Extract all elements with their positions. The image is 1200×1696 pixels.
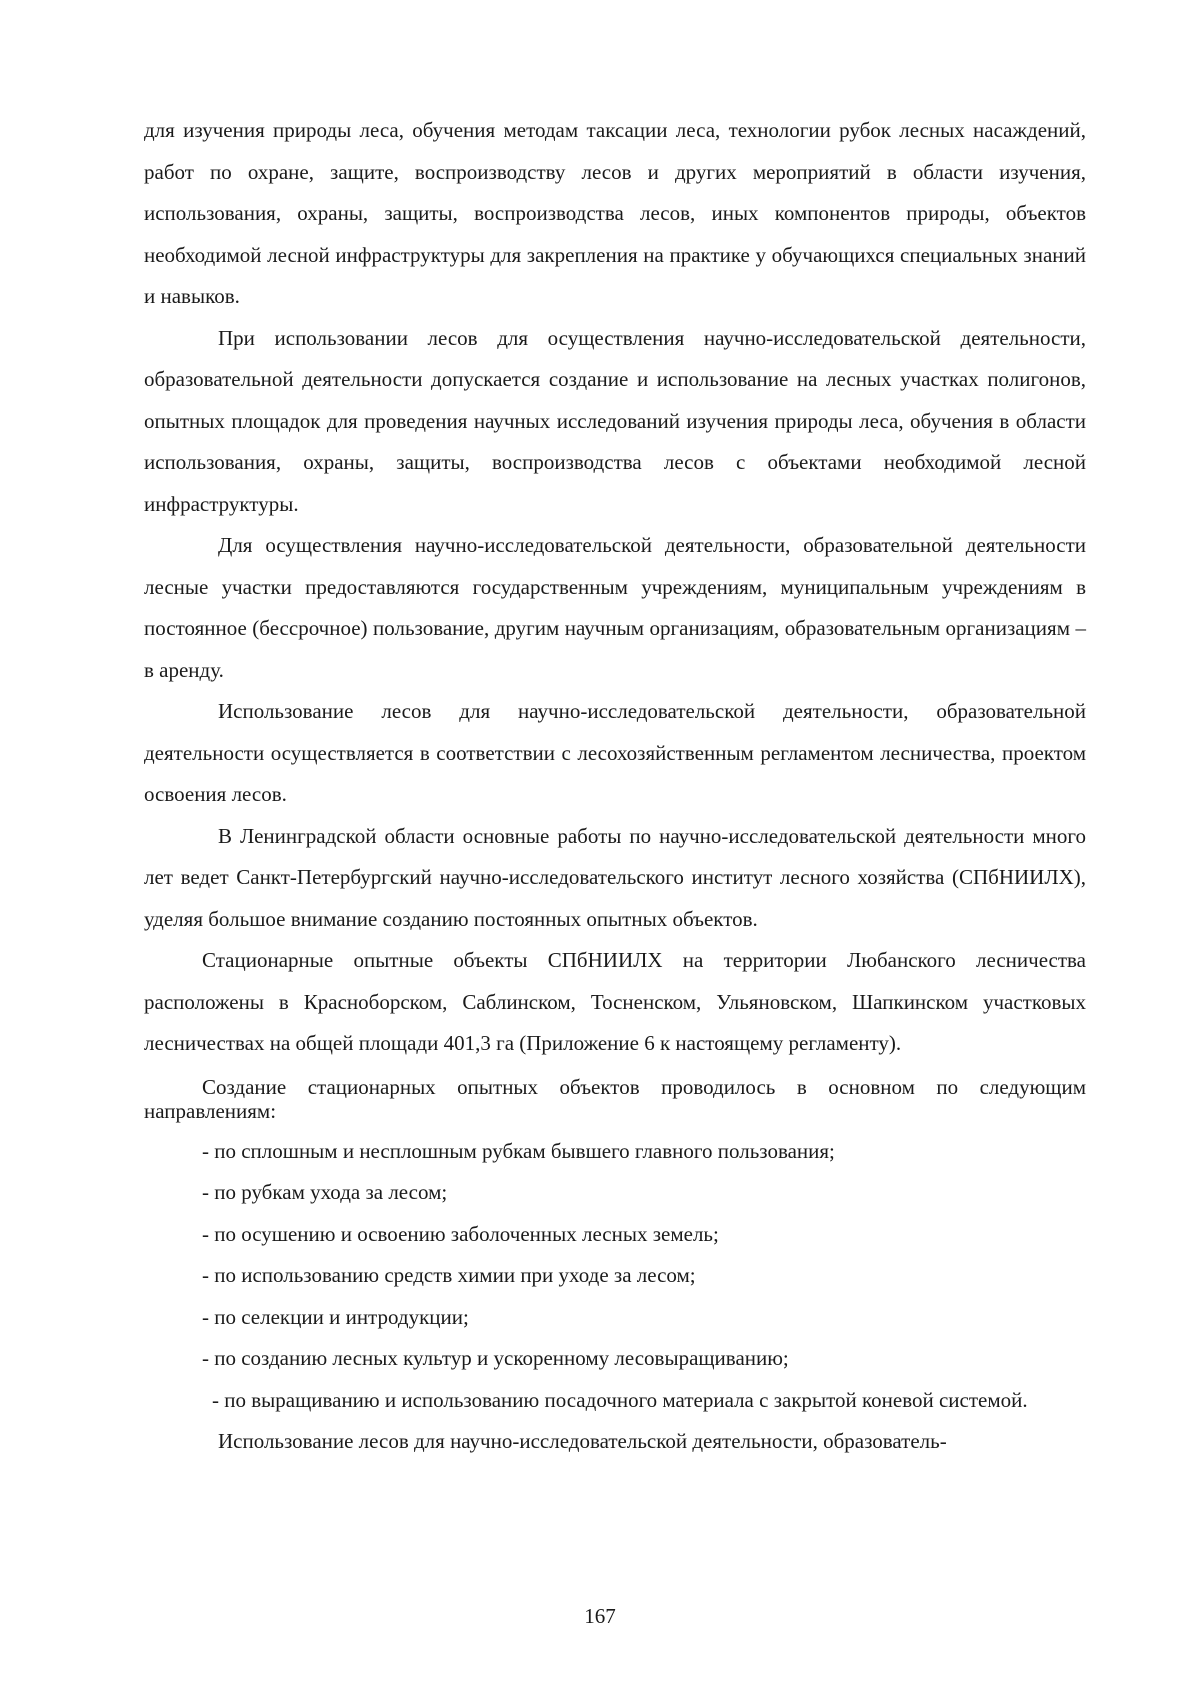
- document-body: [144, 110, 1086, 1463]
- list-item: - по рубкам ухода за лесом;: [202, 1180, 448, 1204]
- paragraph-continuation: Использование лесов для научно-исследовательской деятельности, образователь-: [218, 1429, 947, 1453]
- list-item: - по сплошным и несплошным рубкам бывшего главного пользования;: [202, 1138, 835, 1163]
- list-item: - по созданию лесных культур и ускоренному лесовыращиванию;: [202, 1346, 789, 1370]
- paragraph-3: Для осуществления научно-исследовательской деятельности, образовательной деятельности лесные участки предоставляются государственным учреждениям, муниципальным учреждениям в постоянное (бессрочное) пользование, другим научным организациям, образовательным организациям – в аренду.: [144, 533, 1086, 682]
- list-item: - по селекции и интродукции;: [202, 1304, 469, 1329]
- directions-list: [144, 1131, 1086, 1422]
- paragraph-7: Создание стационарных опытных объектов проводилось в основном по следующим направлениям:: [144, 1074, 1086, 1123]
- paragraph-5: В Ленинградской области основные работы по научно-исследовательской деятельности много лет ведет Санкт-Петербургский научно-исследовательского институт лесного хозяйства (СПбНИИЛХ), уделяя большое внимание созданию постоянных опытных объектов.: [144, 823, 1086, 931]
- list-item: - по выращиванию и использованию посадочного материала с закрытой коневой системой.: [212, 1387, 1028, 1412]
- paragraph-4: Использование лесов для научно-исследовательской деятельности, образовательной деятельности осуществляется в соответствии с лесохозяйственным регламентом лесничества, проектом освоения лесов.: [144, 699, 1086, 806]
- paragraph-6: Стационарные опытные объекты СПбНИИЛХ на территории Любанского лесничества расположены в Красноборском, Саблинском, Тосненском, Ульяновском, Шапкинском участковых лесничествах на общей площади 401,3 га (Приложение 6 к настоящему регламенту).: [144, 948, 1086, 1055]
- paragraph-2: При использовании лесов для осуществления научно-исследовательской деятельности, образовательной деятельности допускается создание и использование на лесных участках полигонов, опытных площадок для проведения научных исследований изучения природы леса, обучения в области использования, охраны, защиты, воспроизводства лесов с объектами необходимой лесной инфраструктуры.: [144, 325, 1086, 516]
- list-item: - по использованию средств химии при уходе за лесом;: [202, 1263, 696, 1287]
- page-number: 167: [584, 1604, 616, 1628]
- paragraph-1: для изучения природы леса, обучения методам таксации леса, технологии рубок лесных насаждений, работ по охране, защите, воспроизводству лесов и других мероприятий в области изучения, использования, охраны, защиты, воспроизводства лесов, иных компонентов природы, объектов необходимой лесной инфраструктуры для закрепления на практике у обучающихся специальных знаний и навыков.: [144, 118, 1086, 308]
- list-item: - по осушению и освоению заболоченных лесных земель;: [202, 1221, 719, 1246]
